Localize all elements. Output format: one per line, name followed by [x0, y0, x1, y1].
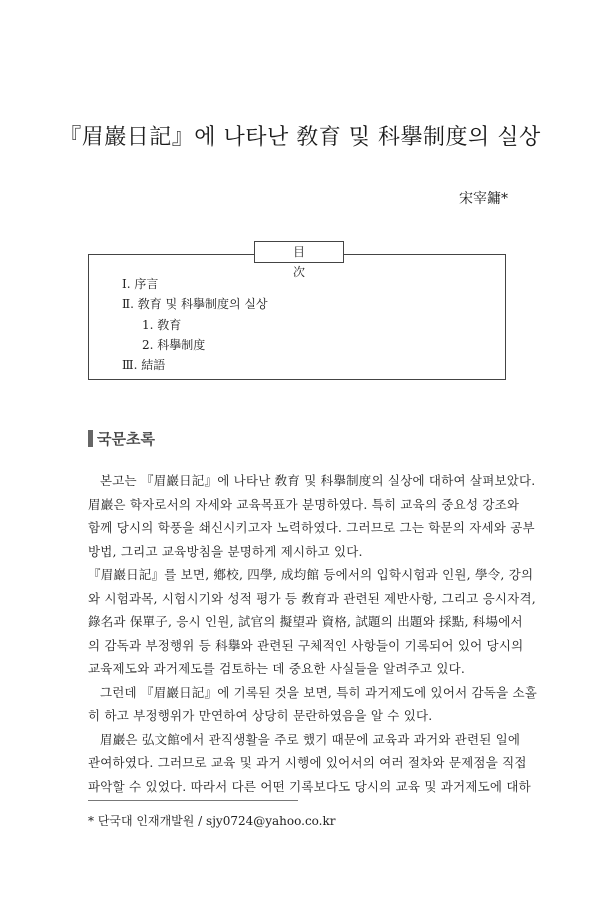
footnote-divider: [88, 800, 298, 801]
toc-label: 目 次: [254, 241, 344, 263]
abstract-line: 의 감독과 부정행위 등 科擧와 관련된 구체적인 사항들이 기록되어 있어 당시의: [88, 637, 524, 653]
abstract-line: 眉巖은 학자로서의 자세와 교육목표가 분명하였다. 특히 교육의 중요성 강조와: [88, 496, 520, 512]
abstract-line: 방법, 그리고 교육방침을 분명하게 제시하고 있다.: [88, 543, 363, 559]
paper-title: 『眉巖日記』에 나타난 敎育 및 科擧制度의 실상: [59, 125, 541, 150]
toc-item: 1. 敎育: [142, 318, 182, 332]
toc-item: Ⅲ. 結語: [122, 358, 166, 372]
abstract-line: 와 시험과목, 시험시기와 성적 평가 등 敎育과 관련된 제반사항, 그리고 응시자격,: [88, 590, 536, 606]
abstract-line: 교육제도와 과거제도를 검토하는 데 중요한 사실들을 알려주고 있다.: [88, 661, 466, 676]
footnote: * 단국대 인재개발원 / sjy0724@yahoo.co.kr: [88, 814, 336, 828]
abstract-line: 히 하고 부정행위가 만연하여 상당히 문란하였음을 알 수 있다.: [88, 708, 433, 723]
abstract-line: 본고는 『眉巖日記』에 나타난 敎育 및 科擧制度의 실상에 대하여 살펴보았다.: [100, 473, 536, 488]
author-name: 宋宰鏞*: [459, 191, 508, 207]
abstract-line: 함께 당시의 학풍을 쇄신시키고자 노력하였다. 그러므로 그는 학문의 자세와 공부: [88, 520, 535, 535]
toc-item: Ⅰ. 序言: [122, 277, 159, 291]
abstract-line: 그런데 『眉巖日記』에 기록된 것을 보면, 특히 과거제도에 있어서 감독을 소홀: [100, 684, 538, 700]
abstract-heading: [88, 428, 155, 449]
abstract-line: 眉巖은 弘文館에서 관직생활을 주로 했기 때문에 교육과 과거와 관련된 일에: [100, 731, 521, 747]
heading-bar: [88, 430, 93, 447]
abstract-heading-label: 국문초록: [97, 430, 155, 448]
toc-item: Ⅱ. 敎育 및 科擧制度의 실상: [122, 297, 268, 311]
toc-item: 2. 科擧制度: [142, 338, 206, 352]
abstract-line: 『眉巖日記』를 보면, 鄕校, 四學, 成均館 등에서의 입학시험과 인원, 學令, 강의: [88, 567, 534, 582]
abstract-line: 파악할 수 있었다. 따라서 다른 어떤 기록보다도 당시의 교육 및 과거제도에 대하: [88, 778, 531, 794]
abstract-line: 관여하였다. 그러므로 교육 및 과거 시행에 있어서의 여러 절차와 문제점을 직접: [88, 755, 527, 770]
abstract-line: 錄名과 保單子, 응시 인원, 試官의 擬望과 資格, 試題의 出題와 採點, 科場에서: [88, 614, 523, 629]
